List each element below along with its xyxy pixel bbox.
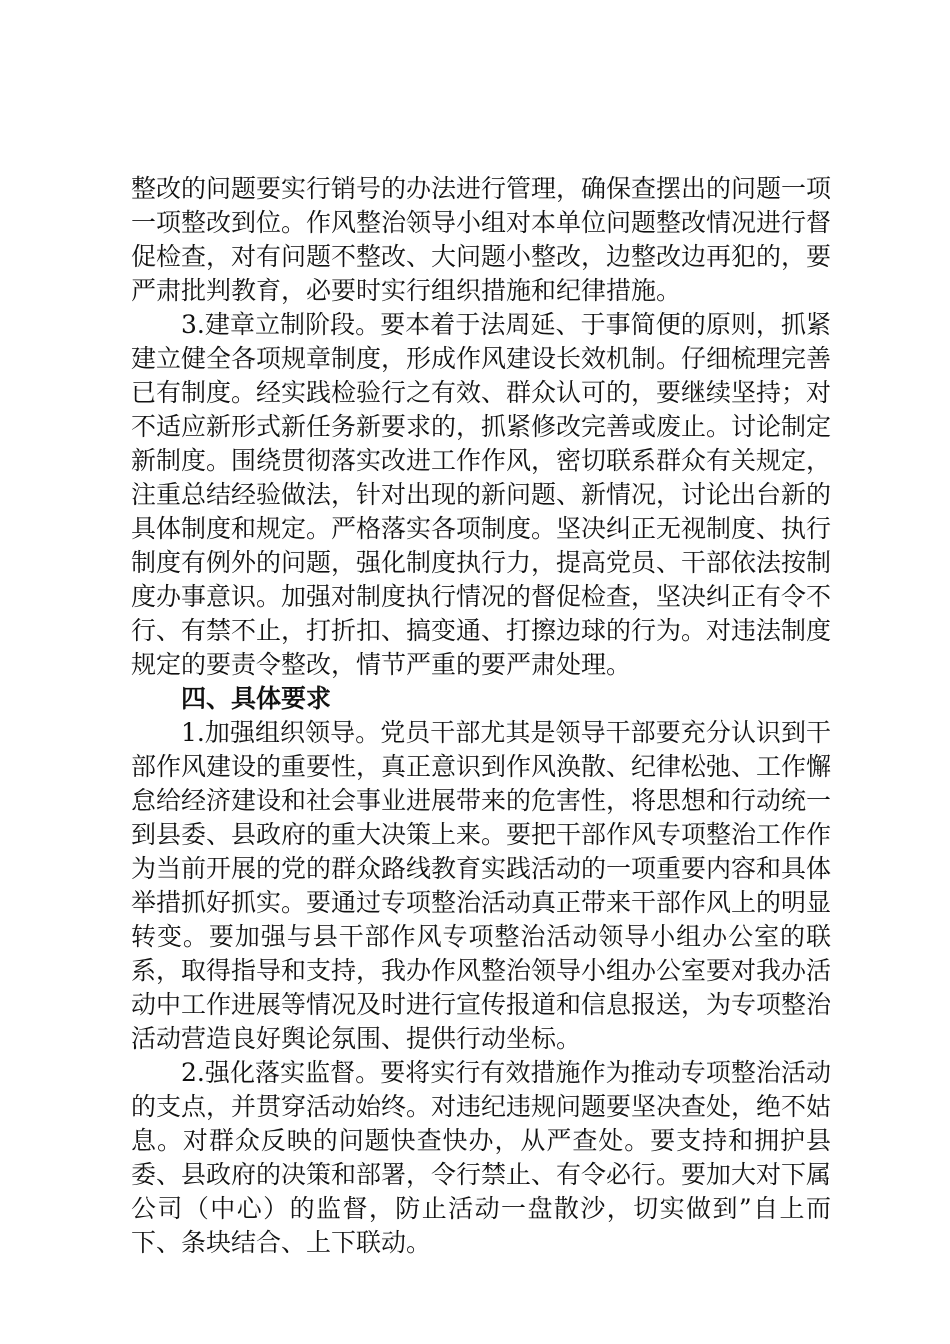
section-heading-specific-requirements: 四、具体要求 [181, 684, 332, 713]
paragraph-regulation-stage: 3.建章立制阶段。要本着于法周延、于事简便的原则，抓紧建立健全各项规章制度，形成作风建设长效机制。仔细梳理完善已有制度。经实践检验行之有效、群众认可的，要继续坚持；对不适应新形式新任务新要求的，抓紧修改完善或废止。讨论制定新制度。围绕贯彻落实改进工作作风，密切联系群众有关规定，注重总结经验做法，针对出现的新问题、新情况，讨论出台新的具体制度和规定。严格落实各项制度。坚决纠正无视制度、执行制度有例外的问题，强化制度执行力，提高党员、干部依法按制度办事意识。加强对制度执行情况的督促检查，坚决纠正有令不行、有禁不止，打折扣、搞变通、打擦边球的行为。对违法制度规定的要责令整改，情节严重的要严肃处理。 [131, 310, 832, 679]
paragraph-continuation: 整改的问题要实行销号的办法进行管理，确保查摆出的问题一项一项整改到位。作风整治领导小组对本单位问题整改情况进行督促检查，对有问题不整改、大问题小整改，边整改边再犯的，要严肃批判教育，必要时实行组织措施和纪律措施。 [131, 174, 832, 305]
paragraph-organization-leadership: 1.加强组织领导。党员干部尤其是领导干部要充分认识到干部作风建设的重要性，真正意识到作风涣散、纪律松弛、工作懈怠给经济建设和社会事业进展带来的危害性，将思想和行动统一到县委、县政府的重大决策上来。要把干部作风专项整治工作作为当前开展的党的群众路线教育实践活动的一项重要内容和具体举措抓好抓实。要通过专项整治活动真正带来干部作风上的明显转变。要加强与县干部作风专项整治活动领导小组办公室的联系，取得指导和支持，我办作风整治领导小组办公室要对我办活动中工作进展等情况及时进行宣传报道和信息报送，为专项整治活动营造良好舆论氛围、提供行动坐标。 [131, 718, 832, 1053]
paragraph-supervision: 2.强化落实监督。要将实行有效措施作为推动专项整治活动的支点，并贯穿活动始终。对违纪违规问题要坚决查处，绝不姑息。对群众反映的问题快查快办，从严查处。要支持和拥护县委、县政府的决策和部署，令行禁止、有令必行。要加大对下属公司（中心）的监督，防止活动一盘散沙，切实做到”自上而下、条块结合、上下联动。 [131, 1058, 832, 1257]
document-body [131, 172, 831, 1260]
